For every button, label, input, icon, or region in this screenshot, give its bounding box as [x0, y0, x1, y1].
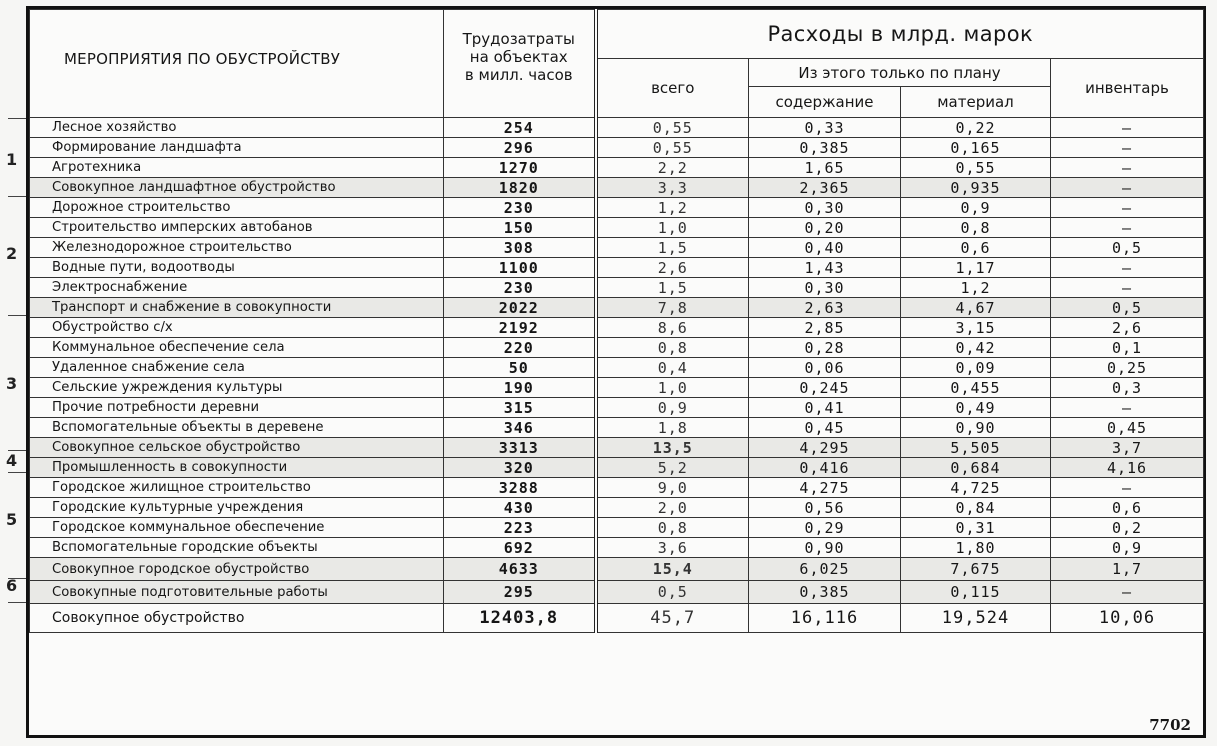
table-row	[30, 604, 1204, 633]
total-cost-cell: 9,0	[596, 478, 749, 498]
material-cost-cell: 4,725	[901, 478, 1051, 498]
total-cost-cell: 3,3	[596, 178, 749, 198]
inventory-cost-cell: 0,9	[1051, 538, 1204, 558]
labor-hours-cell: 1270	[444, 158, 596, 178]
material-cost-cell: 4,67	[901, 298, 1051, 318]
table-row	[30, 138, 1204, 158]
row-name: Прочие потребности деревни	[30, 398, 444, 418]
row-name: Водные пути, водоотводы	[30, 258, 444, 278]
row-name: Городское жилищное строительство	[30, 478, 444, 498]
content-cost-cell: 0,29	[749, 518, 901, 538]
total-cost-cell: 5,2	[596, 458, 749, 478]
table-row	[30, 378, 1204, 398]
table-row	[30, 458, 1204, 478]
total-cost-cell: 3,6	[596, 538, 749, 558]
inventory-cost-cell: 4,16	[1051, 458, 1204, 478]
content-cost-cell: 0,30	[749, 278, 901, 298]
inventory-cost-cell: 2,6	[1051, 318, 1204, 338]
row-name: Строительство имперских автобанов	[30, 218, 444, 238]
row-name: Дорожное строительство	[30, 198, 444, 218]
total-cost-cell: 2,0	[596, 498, 749, 518]
total-cost-cell: 0,4	[596, 358, 749, 378]
material-cost-cell: 0,42	[901, 338, 1051, 358]
content-cost-cell: 0,30	[749, 198, 901, 218]
material-cost-cell: 0,22	[901, 118, 1051, 138]
content-cost-cell: 0,06	[749, 358, 901, 378]
total-cost-cell: 2,6	[596, 258, 749, 278]
labor-hours-cell: 230	[444, 198, 596, 218]
group-marker-5: 5	[6, 510, 18, 529]
table-row	[30, 158, 1204, 178]
inventory-cost-cell: 0,1	[1051, 338, 1204, 358]
table-row	[30, 338, 1204, 358]
group-marker-6: 6	[6, 576, 18, 595]
labor-hours-cell: 220	[444, 338, 596, 358]
material-cost-cell: 0,55	[901, 158, 1051, 178]
inventory-cost-cell: 0,45	[1051, 418, 1204, 438]
material-cost-cell: 19,524	[901, 604, 1051, 633]
header-inventory: инвентарь	[1051, 59, 1204, 118]
inventory-cost-cell: 0,6	[1051, 498, 1204, 518]
content-cost-cell: 1,43	[749, 258, 901, 278]
inventory-cost-cell: —	[1051, 478, 1204, 498]
row-name: Совокупное ландшафтное обустройство	[30, 178, 444, 198]
labor-hours-cell: 230	[444, 278, 596, 298]
material-cost-cell: 0,9	[901, 198, 1051, 218]
labor-hours-cell: 2022	[444, 298, 596, 318]
header-plan: Из этого только по плану	[749, 59, 1051, 87]
inventory-cost-cell: —	[1051, 258, 1204, 278]
total-cost-cell: 0,8	[596, 518, 749, 538]
row-name: Электроснабжение	[30, 278, 444, 298]
labor-hours-cell: 2192	[444, 318, 596, 338]
content-cost-cell: 0,56	[749, 498, 901, 518]
header-labor-line: на объектах	[469, 48, 568, 66]
content-cost-cell: 0,20	[749, 218, 901, 238]
content-cost-cell: 0,385	[749, 138, 901, 158]
inventory-cost-cell: —	[1051, 278, 1204, 298]
material-cost-cell: 0,84	[901, 498, 1051, 518]
row-name: Вспомогательные объекты в деревене	[30, 418, 444, 438]
row-name: Обустройство с/х	[30, 318, 444, 338]
group-marker-2: 2	[6, 244, 18, 263]
material-cost-cell: 1,2	[901, 278, 1051, 298]
header-total: всего	[596, 59, 749, 118]
header-labor-line: Трудозатраты	[462, 30, 575, 48]
content-cost-cell: 0,416	[749, 458, 901, 478]
table-row	[30, 318, 1204, 338]
row-name: Совокупное городское обустройство	[30, 558, 444, 581]
labor-hours-cell: 315	[444, 398, 596, 418]
content-cost-cell: 0,41	[749, 398, 901, 418]
header-activities: МЕРОПРИЯТИЯ ПО ОБУСТРОЙСТВУ	[30, 10, 444, 118]
inventory-cost-cell: —	[1051, 218, 1204, 238]
material-cost-cell: 0,49	[901, 398, 1051, 418]
material-cost-cell: 0,165	[901, 138, 1051, 158]
material-cost-cell: 3,15	[901, 318, 1051, 338]
material-cost-cell: 0,90	[901, 418, 1051, 438]
costs-table	[29, 9, 1204, 633]
labor-hours-cell: 346	[444, 418, 596, 438]
row-name: Совокупные подготовительные работы	[30, 581, 444, 604]
header-material: материал	[901, 87, 1051, 118]
inventory-cost-cell: —	[1051, 581, 1204, 604]
table-row	[30, 238, 1204, 258]
inventory-cost-cell: 0,5	[1051, 238, 1204, 258]
total-cost-cell: 0,8	[596, 338, 749, 358]
inventory-cost-cell: —	[1051, 118, 1204, 138]
labor-hours-cell: 50	[444, 358, 596, 378]
table-row	[30, 298, 1204, 318]
table-row	[30, 498, 1204, 518]
total-cost-cell: 1,5	[596, 238, 749, 258]
total-cost-cell: 13,5	[596, 438, 749, 458]
inventory-cost-cell: —	[1051, 158, 1204, 178]
group-divider	[8, 196, 26, 197]
inventory-cost-cell: —	[1051, 398, 1204, 418]
inventory-cost-cell: 0,3	[1051, 378, 1204, 398]
total-cost-cell: 0,55	[596, 138, 749, 158]
group-marker-1: 1	[6, 150, 18, 169]
total-cost-cell: 0,5	[596, 581, 749, 604]
labor-hours-cell: 3313	[444, 438, 596, 458]
material-cost-cell: 0,6	[901, 238, 1051, 258]
total-cost-cell: 1,0	[596, 218, 749, 238]
group-divider	[8, 472, 26, 473]
total-cost-cell: 1,5	[596, 278, 749, 298]
inventory-cost-cell: 10,06	[1051, 604, 1204, 633]
row-name: Городские культурные учреждения	[30, 498, 444, 518]
material-cost-cell: 0,115	[901, 581, 1051, 604]
table-row	[30, 118, 1204, 138]
labor-hours-cell: 295	[444, 581, 596, 604]
table-header	[30, 10, 1204, 118]
content-cost-cell: 0,40	[749, 238, 901, 258]
group-divider	[8, 450, 26, 451]
total-cost-cell: 1,8	[596, 418, 749, 438]
total-cost-cell: 15,4	[596, 558, 749, 581]
row-name: Совокупное обустройство	[30, 604, 444, 633]
material-cost-cell: 7,675	[901, 558, 1051, 581]
table-row	[30, 358, 1204, 378]
labor-hours-cell: 308	[444, 238, 596, 258]
table-row	[30, 518, 1204, 538]
total-cost-cell: 2,2	[596, 158, 749, 178]
table-body	[30, 118, 1204, 633]
labor-hours-cell: 190	[444, 378, 596, 398]
group-divider	[8, 578, 26, 579]
header-costs: Расходы в млрд. марок	[596, 10, 1204, 59]
content-cost-cell: 16,116	[749, 604, 901, 633]
content-cost-cell: 6,025	[749, 558, 901, 581]
content-cost-cell: 0,90	[749, 538, 901, 558]
group-marker-3: 3	[6, 374, 18, 393]
inventory-cost-cell: —	[1051, 178, 1204, 198]
row-name: Транспорт и снабжение в совокупности	[30, 298, 444, 318]
labor-hours-cell: 254	[444, 118, 596, 138]
row-name: Сельские ужреждения культуры	[30, 378, 444, 398]
content-cost-cell: 0,385	[749, 581, 901, 604]
table-row	[30, 178, 1204, 198]
table-row	[30, 438, 1204, 458]
inventory-cost-cell: 1,7	[1051, 558, 1204, 581]
content-cost-cell: 0,28	[749, 338, 901, 358]
table-row	[30, 478, 1204, 498]
labor-hours-cell: 3288	[444, 478, 596, 498]
table-row	[30, 581, 1204, 604]
row-name: Промышленность в совокупности	[30, 458, 444, 478]
labor-hours-cell: 320	[444, 458, 596, 478]
labor-hours-cell: 1100	[444, 258, 596, 278]
group-divider	[8, 118, 26, 119]
inventory-cost-cell: 0,25	[1051, 358, 1204, 378]
material-cost-cell: 1,17	[901, 258, 1051, 278]
labor-hours-cell: 430	[444, 498, 596, 518]
header-labor-line: в милл. часов	[464, 66, 573, 84]
material-cost-cell: 0,09	[901, 358, 1051, 378]
row-name: Удаленное снабжение села	[30, 358, 444, 378]
inventory-cost-cell: 0,2	[1051, 518, 1204, 538]
material-cost-cell: 0,31	[901, 518, 1051, 538]
content-cost-cell: 4,295	[749, 438, 901, 458]
total-cost-cell: 7,8	[596, 298, 749, 318]
total-cost-cell: 0,9	[596, 398, 749, 418]
inventory-cost-cell: —	[1051, 138, 1204, 158]
content-cost-cell: 2,63	[749, 298, 901, 318]
table-row	[30, 278, 1204, 298]
material-cost-cell: 0,455	[901, 378, 1051, 398]
row-name: Формирование ландшафта	[30, 138, 444, 158]
row-name: Лесное хозяйство	[30, 118, 444, 138]
table-row	[30, 558, 1204, 581]
total-cost-cell: 0,55	[596, 118, 749, 138]
row-name: Агротехника	[30, 158, 444, 178]
content-cost-cell: 2,85	[749, 318, 901, 338]
table-row	[30, 218, 1204, 238]
labor-hours-cell: 1820	[444, 178, 596, 198]
total-cost-cell: 1,0	[596, 378, 749, 398]
content-cost-cell: 0,45	[749, 418, 901, 438]
content-cost-cell: 1,65	[749, 158, 901, 178]
row-name: Железнодорожное строительство	[30, 238, 444, 258]
table-row	[30, 538, 1204, 558]
material-cost-cell: 5,505	[901, 438, 1051, 458]
material-cost-cell: 0,8	[901, 218, 1051, 238]
header-content: содержание	[749, 87, 901, 118]
stamp-number: 7702	[1149, 716, 1191, 734]
total-cost-cell: 8,6	[596, 318, 749, 338]
material-cost-cell: 0,684	[901, 458, 1051, 478]
material-cost-cell: 1,80	[901, 538, 1051, 558]
labor-hours-cell: 4633	[444, 558, 596, 581]
header-labor	[444, 10, 596, 118]
row-name: Вспомогательные городские объекты	[30, 538, 444, 558]
group-marker-4: 4	[6, 451, 18, 470]
labor-hours-cell: 12403,8	[444, 604, 596, 633]
row-name: Совокупное сельское обустройство	[30, 438, 444, 458]
content-cost-cell: 2,365	[749, 178, 901, 198]
total-cost-cell: 45,7	[596, 604, 749, 633]
content-cost-cell: 0,33	[749, 118, 901, 138]
group-divider	[8, 602, 26, 603]
inventory-cost-cell: 3,7	[1051, 438, 1204, 458]
labor-hours-cell: 223	[444, 518, 596, 538]
table-row	[30, 258, 1204, 278]
table-row	[30, 198, 1204, 218]
inventory-cost-cell: 0,5	[1051, 298, 1204, 318]
table-row	[30, 418, 1204, 438]
content-cost-cell: 4,275	[749, 478, 901, 498]
labor-hours-cell: 150	[444, 218, 596, 238]
row-name: Коммунальное обеспечение села	[30, 338, 444, 358]
table-row	[30, 398, 1204, 418]
total-cost-cell: 1,2	[596, 198, 749, 218]
row-name: Городское коммунальное обеспечение	[30, 518, 444, 538]
inventory-cost-cell: —	[1051, 198, 1204, 218]
content-cost-cell: 0,245	[749, 378, 901, 398]
labor-hours-cell: 296	[444, 138, 596, 158]
labor-hours-cell: 692	[444, 538, 596, 558]
material-cost-cell: 0,935	[901, 178, 1051, 198]
group-divider	[8, 315, 26, 316]
